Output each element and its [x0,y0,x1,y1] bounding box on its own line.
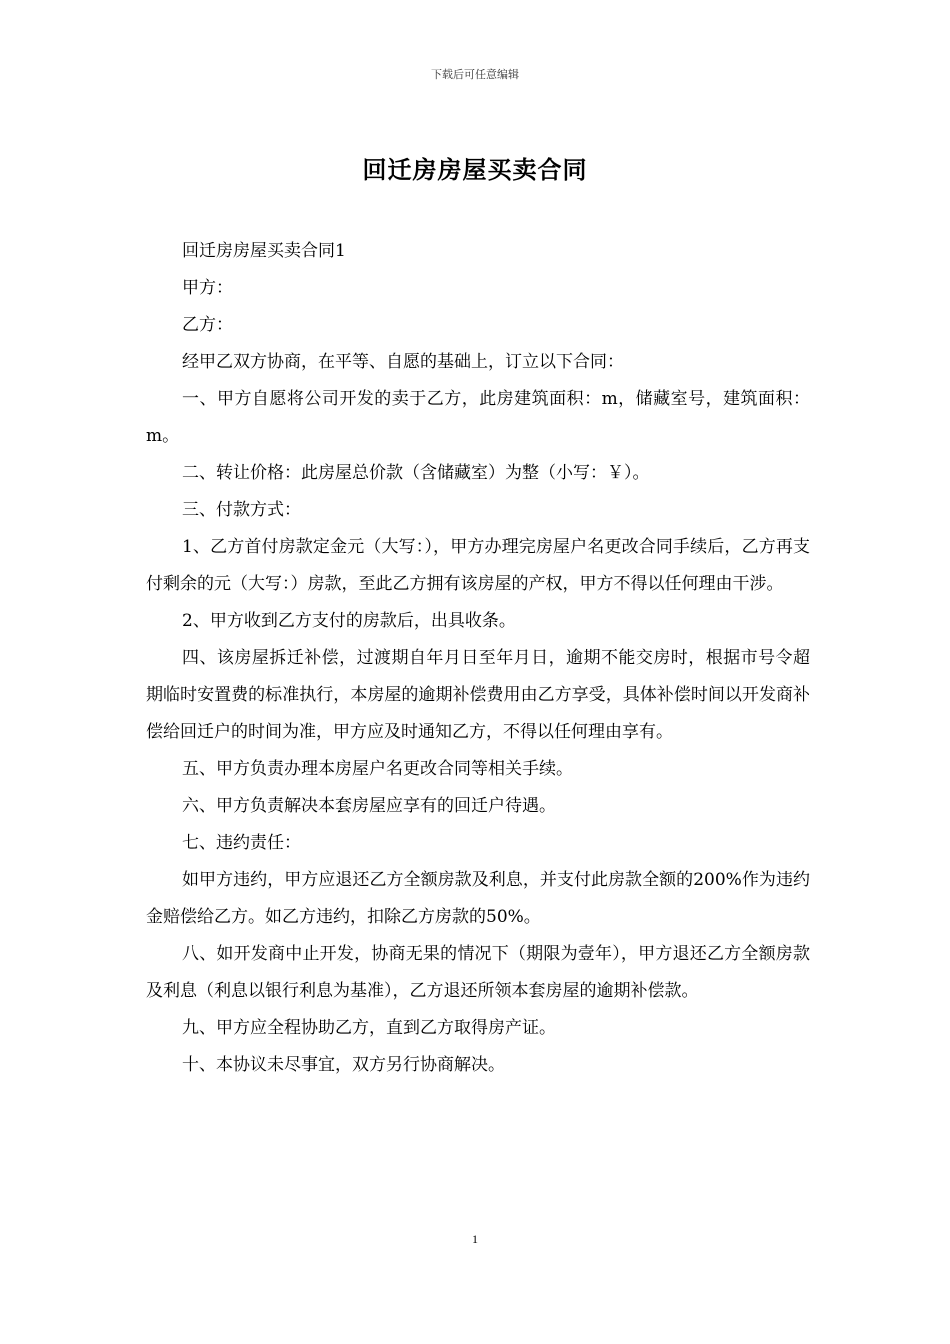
paragraph-clause-10: 十、本协议未尽事宜，双方另行协商解决。 [182,1055,505,1075]
page-number: 1 [472,1232,478,1246]
paragraph-clause-8: 八、如开发商中止开发，协商无果的情况下（期限为壹年），甲方退还乙方全额房款及利息（利息以银行利息为基准），乙方退还所领本套房屋的逾期补偿款。 [146,944,810,1001]
page-header-note: 下载后可任意编辑 [431,68,519,81]
paragraph-clause-7: 七、违约责任： [182,833,301,853]
paragraph-clause-7-detail: 如甲方违约，甲方应退还乙方全额房款及利息，并支付此房款全额的200%作为违约金赔偿给乙方。如乙方违约，扣除乙方房款的50%。 [146,870,810,927]
paragraph-clause-6: 六、甲方负责解决本套房屋应享有的回迁户待遇。 [182,796,556,816]
paragraph-clause-2: 二、转让价格：此房屋总价款（含储藏室）为整（小写：￥）。 [182,463,650,483]
paragraph-clause-1: 一、甲方自愿将公司开发的卖于乙方，此房建筑面积：m，储藏室号，建筑面积：m。 [146,389,810,446]
document-body [146,233,810,1084]
paragraph-preamble: 经甲乙双方协商，在平等、自愿的基础上，订立以下合同： [182,352,624,372]
paragraph-clause-3-2: 2、甲方收到乙方支付的房款后，出具收条。 [182,611,516,631]
document-title: 回迁房房屋买卖合同 [362,156,588,184]
paragraph-clause-3: 三、付款方式： [182,500,301,520]
paragraph-party-a: 甲方： [182,278,233,298]
paragraph-clause-5: 五、甲方负责办理本房屋户名更改合同等相关手续。 [182,759,573,779]
paragraph-clause-4: 四、该房屋拆迁补偿，过渡期自年月日至年月日，逾期不能交房时，根据市号令超期临时安置费的标准执行，本房屋的逾期补偿费用由乙方享受，具体补偿时间以开发商补偿给回迁户的时间为准，甲方应及时通知乙方，不得以任何理由享有。 [146,648,810,742]
paragraph-party-b: 乙方： [182,315,233,335]
paragraph-clause-9: 九、甲方应全程协助乙方，直到乙方取得房产证。 [182,1018,556,1038]
paragraph-subtitle: 回迁房房屋买卖合同1 [182,241,346,261]
paragraph-clause-3-1: 1、乙方首付房款定金元（大写：），甲方办理完房屋户名更改合同手续后，乙方再支付剩余的元（大写：）房款，至此乙方拥有该房屋的产权，甲方不得以任何理由干涉。 [146,537,810,594]
